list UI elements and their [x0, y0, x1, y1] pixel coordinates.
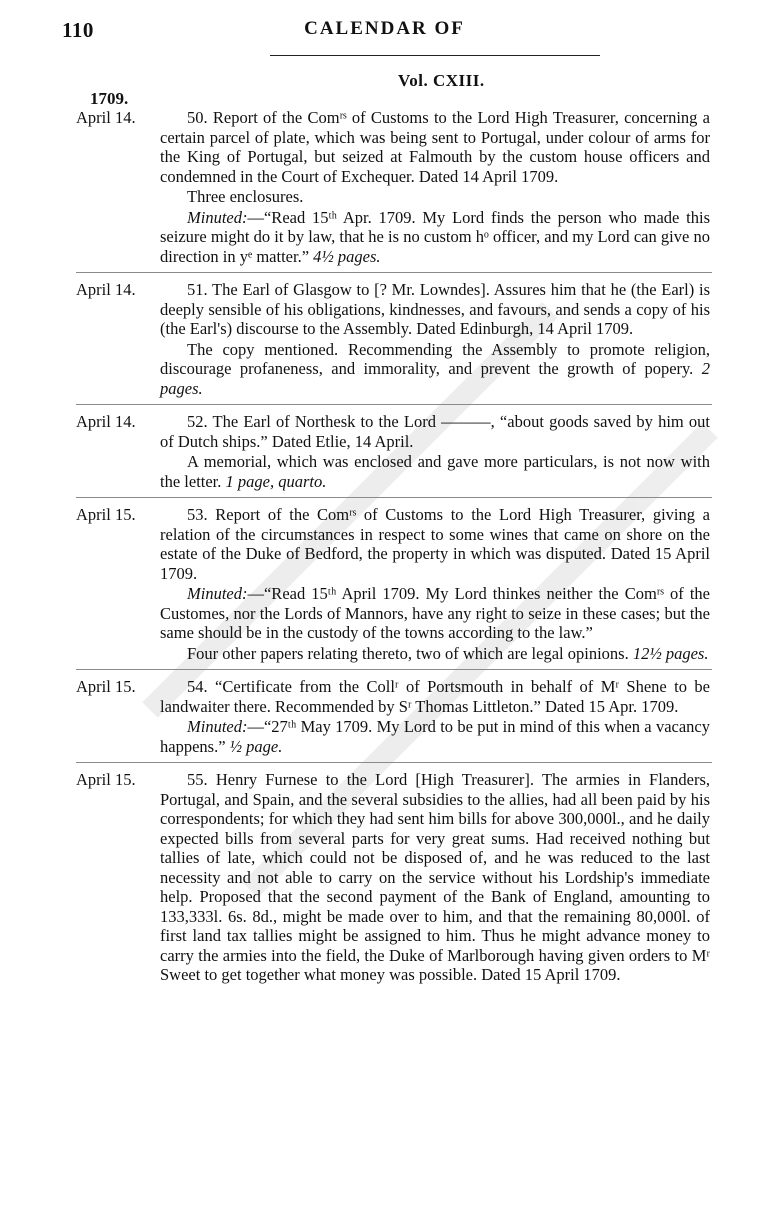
calendar-entry — [0, 280, 770, 404]
calendar-entry — [0, 412, 770, 497]
minuted-label: Minuted: — [187, 584, 248, 603]
entry-pages: ½ page. — [229, 736, 283, 756]
entry-text: 54. “Certificate from the Collʳ of Portsmouth in behalf of Mʳ Shene to be landwaiter there. Recommended by Sʳ Thomas Littleton.” Dated 15 Apr. 1709. — [160, 677, 710, 716]
note-text: The copy mentioned. Recommending the Assembly to promote religion, discourage profaneness, and immorality, and prevent the growth of popery. — [160, 339, 710, 378]
entry-body — [160, 108, 710, 272]
running-title: CALENDAR OF — [304, 18, 465, 39]
entry-text: 50. Report of the Comʳˢ of Customs to the Lord High Treasurer, concerning a certain parcel of plate, which was being sent to Portugal, under colour of arms for the King of Portugal, but seized at Falmouth by the custom house officers and condemned in the Court of Exchequer. Dated 14 April 1709. — [160, 108, 710, 186]
entry-body — [160, 505, 710, 669]
entry-enclosures: Three enclosures. — [187, 187, 304, 206]
entry-text: 53. Report of the Comʳˢ of Customs to the Lord High Treasurer, giving a relation of the circumstances in respect to some wines that came on shore on the estate of the Duke of Bedford, the property in which was disputed. Dated 15 April 1709. — [160, 505, 710, 583]
entry-pages: 12½ pages. — [632, 643, 709, 663]
entry-pages: 2 pages. — [160, 359, 710, 398]
entry-body — [160, 770, 710, 985]
entry-date: April 14. — [76, 280, 136, 299]
year-heading: 1709. — [90, 89, 129, 108]
entry-body — [160, 280, 710, 404]
entry-date: April 15. — [76, 677, 136, 696]
entry-divider — [76, 669, 712, 670]
calendar-entry — [0, 108, 770, 272]
volume-heading: Vol. CXIII. — [398, 71, 485, 90]
entry-divider — [76, 762, 712, 763]
entry-pages: 1 page, quarto. — [225, 471, 327, 491]
entry-pages: 4½ pages. — [313, 246, 381, 266]
header-rule — [270, 55, 600, 56]
entry-body — [160, 412, 710, 497]
entry-note — [160, 452, 710, 497]
calendar-entry — [0, 677, 770, 762]
entry-date: April 14. — [76, 412, 136, 431]
entry-body — [160, 677, 710, 762]
calendar-entries — [0, 108, 770, 985]
entry-minute — [160, 584, 710, 643]
calendar-entry — [0, 770, 770, 985]
entry-divider — [76, 404, 712, 405]
entry-divider — [76, 272, 712, 273]
minuted-text: —“Read 15ᵗʰ Apr. 1709. My Lord finds the person who made this seizure might do it by law, that he is no custom hᵒ officer, and my Lord can give no direction in yᵉ matter.” — [160, 207, 710, 266]
entry-divider — [76, 497, 712, 498]
minuted-label: Minuted: — [187, 717, 248, 736]
running-head — [62, 18, 707, 52]
entry-text: 51. The Earl of Glasgow to [? Mr. Lowndes]. Assures him that he (the Earl) is deeply sensible of his obligations, kindnesses, and favours, and sends a copy of his (the Earl's) discourse to the Assembly. Dated Edinburgh, 14 April 1709. — [160, 280, 710, 338]
calendar-entry — [0, 505, 770, 669]
entry-date: April 14. — [76, 108, 136, 127]
entry-date: April 15. — [76, 770, 136, 789]
page-number: 110 — [62, 18, 94, 42]
entry-minute — [160, 208, 710, 273]
note-text: A memorial, which was enclosed and gave more particulars, is not now with the letter. — [160, 452, 710, 491]
entry-date: April 15. — [76, 505, 136, 524]
minuted-label: Minuted: — [187, 207, 248, 227]
note-text: Four other papers relating thereto, two of which are legal opinions. — [187, 643, 629, 663]
minuted-text: —“27ᵗʰ May 1709. My Lord to be put in mind of this when a vacancy happens.” — [160, 717, 710, 756]
entry-note — [160, 644, 710, 670]
entry-minute — [160, 717, 710, 762]
minuted-text: —“Read 15ᵗʰ April 1709. My Lord thinkes neither the Comʳˢ of the Customes, nor the Lords of Mannors, have any right to seize in these cases; but the same should be in the custody of the towns according to the law.” — [160, 584, 710, 642]
entry-text: 52. The Earl of Northesk to the Lord ———, “about goods saved by him out of Dutch ships.” Dated Etlie, 14 April. — [160, 412, 710, 451]
entry-note — [160, 340, 710, 405]
entry-text: 55. Henry Furnese to the Lord [High Treasurer]. The armies in Flanders, Portugal, and Spain, and the several subsidies to the allies, had all been paid by his correspondents; for which they had sent him bills for above 300,000l., and he daily expected bills from several parts for very great sums. Had received nothing but tallies of late, which could not be disposed of, and he was reduced to the last necessity and not able to carry on the service without his Lordship's immediate help. Proposed that the second payment of the Bank of England, amounting to 133,333l. 6s. 8d., might be made over to him, and that the remaining 80,000l. of first land tax tallies might be assigned to him. Thus he might advance money to carry the armies into the field, the Duke of Marlborough having given orders to Mʳ Sweet to get together what money was possible. Dated 15 April 1709. — [160, 770, 710, 984]
